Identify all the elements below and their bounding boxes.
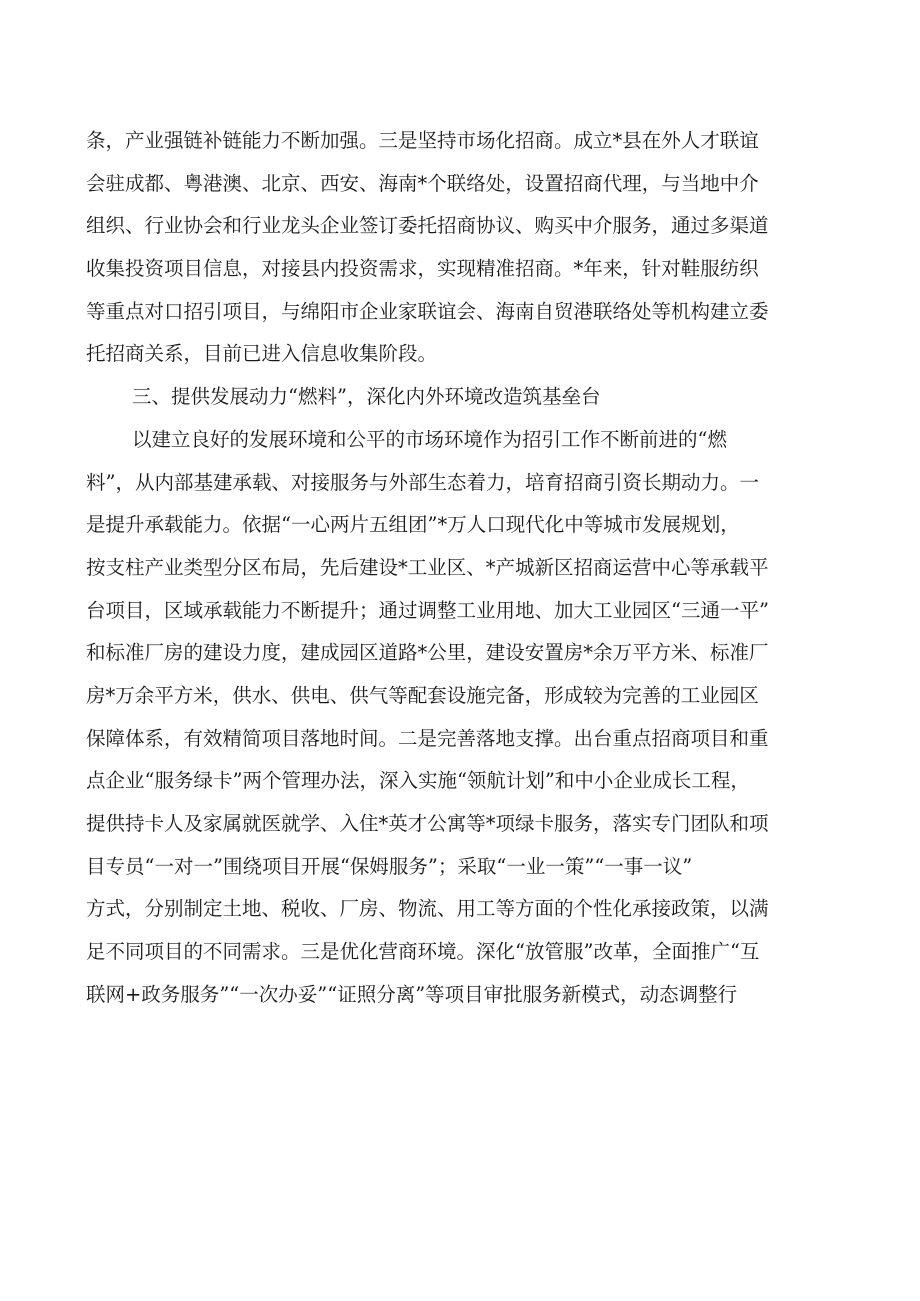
paragraph-line: 会驻成都、粤港澳、北京、西安、海南*个联络处，设置招商代理，与当地中介: [86, 171, 759, 195]
paragraph-line: 按支柱产业类型分区布局，先后建设*工业区、*产城新区招商运营中心等承载平: [86, 555, 769, 579]
paragraph-line: 料”，从内部基建承载、对接服务与外部生态着力，培育招商引资长期动力。一: [86, 470, 759, 494]
paragraph-1: [86, 120, 838, 376]
paragraph-2: [86, 419, 838, 1017]
paragraph-line: 等重点对口招引项目，与绵阳市企业家联谊会、海南自贸港联络处等机构建立委: [86, 299, 769, 323]
paragraph-line: 点企业“服务绿卡”两个管理办法，深入实施“领航计划”和中小企业成长工程，: [86, 769, 750, 793]
document-body: [86, 120, 838, 1016]
paragraph-line: 联网+政务服务”“一次办妥”“证照分离”等项目审批服务新模式，动态调整行: [86, 982, 738, 1006]
paragraph-line: 方式，分别制定土地、税收、厂房、物流、用工等方面的个性化承接政策，以满: [86, 897, 769, 921]
paragraph-line: 目专员“一对一”围绕项目开展“保姆服务”；采取“一业一策”“一事一议”: [86, 854, 693, 878]
paragraph-line: 组织、行业协会和行业龙头企业签订委托招商协议、购买中介服务，通过多渠道: [86, 214, 769, 238]
paragraph-line: 和标准厂房的建设力度，建成园区道路*公里，建设安置房*余万平方米、标准厂: [86, 641, 769, 665]
paragraph-line: 是提升承载能力。依据“一心两片五组团”*万人口现代化中等城市发展规划，: [86, 513, 740, 537]
paragraph-line: 房*万余平方米，供水、供电、供气等配套设施完备，形成较为完善的工业园区: [86, 683, 759, 707]
paragraph-line: 足不同项目的不同需求。三是优化营商环境。深化“放管服”改革，全面推广“互: [86, 940, 760, 964]
paragraph-line: 提供持卡人及家属就医就学、入住*英才公寓等*项绿卡服务，落实专门团队和项: [86, 812, 769, 835]
paragraph-line: 收集投资项目信息，对接县内投资需求，实现精准招商。*年来，针对鞋服纺织: [86, 257, 759, 281]
paragraph-line: 保障体系，有效精简项目落地时间。二是完善落地支撑。出台重点招商项目和重: [86, 726, 769, 750]
paragraph-line: 条，产业强链补链能力不断加强。三是坚持市场化招商。成立*县在外人才联谊: [86, 129, 759, 152]
paragraph-line: 以建立良好的发展环境和公平的市场环境作为招引工作不断前进的“燃: [132, 427, 727, 451]
paragraph-line: 托招商关系，目前已进入信息收集阶段。: [86, 342, 438, 366]
paragraph-line: 台项目，区域承载能力不断提升；通过调整工业用地、加大工业园区“三通一平”: [86, 598, 769, 622]
section-heading: 三、提供发展动力“燃料”，深化内外环境改造筑基垒台: [132, 385, 601, 409]
